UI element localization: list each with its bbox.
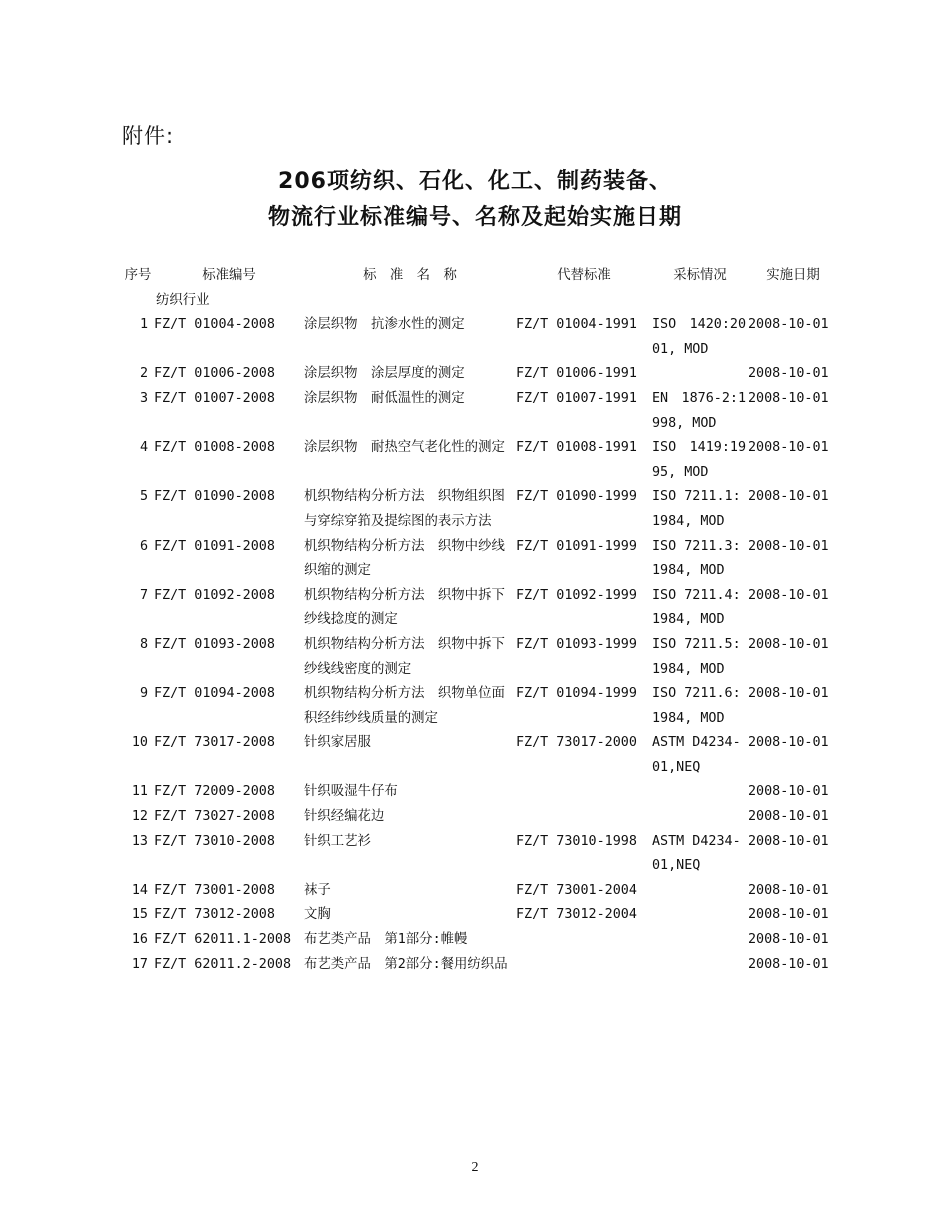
standards-table xyxy=(122,264,838,977)
document-title-line-1: 206项纺织、石化、化工、制药装备、 xyxy=(278,169,672,194)
implementation-date: 2008-10-01 xyxy=(748,390,829,406)
table-row xyxy=(122,879,838,904)
implementation-date: 2008-10-01 xyxy=(748,440,829,456)
implementation-date: 2008-10-01 xyxy=(748,907,829,923)
implementation-date: 2008-10-01 xyxy=(748,366,829,382)
standard-name: 机织物结构分析方法 织物单位面积经纬纱线质量的测定 xyxy=(304,686,505,726)
adoption-status xyxy=(652,780,748,805)
standard-code: FZ/T 73001-2008 xyxy=(154,882,275,898)
implementation-date: 2008-10-01 xyxy=(748,489,829,505)
standard-code: FZ/T 01090-2008 xyxy=(154,489,275,505)
standard-code: FZ/T 01093-2008 xyxy=(154,636,275,652)
standard-code: FZ/T 01004-2008 xyxy=(154,317,275,333)
row-number: 16 xyxy=(131,932,148,948)
row-number: 15 xyxy=(131,907,148,923)
implementation-date: 2008-10-01 xyxy=(748,956,829,972)
standard-code: FZ/T 62011.1-2008 xyxy=(154,932,292,948)
standard-code: FZ/T 01007-2008 xyxy=(154,390,275,406)
standard-name: 机织物结构分析方法 织物中纱线织缩的测定 xyxy=(304,538,505,579)
standard-name: 涂层织物 抗渗水性的测定 xyxy=(304,317,465,333)
adoption-status: ISO 1419:1995, MOD xyxy=(652,440,747,480)
replaced-standard: FZ/T 73001-2004 xyxy=(516,882,637,898)
standard-name: 针织工艺衫 xyxy=(304,833,371,849)
table-row xyxy=(122,362,838,387)
section-row xyxy=(122,289,838,314)
implementation-date: 2008-10-01 xyxy=(748,686,829,702)
row-number: 13 xyxy=(131,833,148,849)
implementation-date: 2008-10-01 xyxy=(748,636,829,652)
replaced-standard: FZ/T 01004-1991 xyxy=(516,317,637,333)
adoption-status xyxy=(652,805,748,830)
replaced-standard: FZ/T 01091-1999 xyxy=(516,538,637,554)
adoption-status: ISO 7211.3:1984, MOD xyxy=(652,538,741,579)
standard-name: 机织物结构分析方法 织物中拆下纱线捻度的测定 xyxy=(304,587,505,628)
adoption-status xyxy=(652,928,748,953)
adoption-status: ASTM D4234-01,NEQ xyxy=(652,833,741,874)
replaced-standard: FZ/T 01090-1999 xyxy=(516,489,637,505)
standard-name: 袜子 xyxy=(304,882,331,898)
table-row xyxy=(122,436,838,485)
adoption-status: ISO 7211.4:1984, MOD xyxy=(652,587,741,628)
page-number: 2 xyxy=(471,1160,479,1175)
replaced-standard: FZ/T 73012-2004 xyxy=(516,907,637,923)
replaced-standard xyxy=(516,780,652,805)
adoption-status xyxy=(652,362,748,387)
standard-name: 涂层织物 涂层厚度的测定 xyxy=(304,366,465,382)
standard-name: 涂层织物 耐热空气老化性的测定 xyxy=(304,440,505,456)
standard-code: FZ/T 73027-2008 xyxy=(154,809,275,825)
implementation-date: 2008-10-01 xyxy=(748,317,829,333)
standard-code: FZ/T 01008-2008 xyxy=(154,440,275,456)
standard-code: FZ/T 73017-2008 xyxy=(154,735,275,751)
table-row xyxy=(122,953,838,978)
replaced-standard: FZ/T 01006-1991 xyxy=(516,366,637,382)
standard-code: FZ/T 01092-2008 xyxy=(154,587,275,603)
row-number: 14 xyxy=(131,882,148,898)
replaced-standard: FZ/T 73010-1998 xyxy=(516,833,637,849)
replaced-standard: FZ/T 01007-1991 xyxy=(516,390,637,406)
replaced-standard: FZ/T 01008-1991 xyxy=(516,440,637,456)
standard-code: FZ/T 62011.2-2008 xyxy=(154,956,292,972)
standard-name: 文胸 xyxy=(304,907,331,923)
standard-code: FZ/T 72009-2008 xyxy=(154,784,275,800)
header-replaces: 代替标准 xyxy=(557,268,611,283)
implementation-date: 2008-10-01 xyxy=(748,809,829,825)
row-number: 9 xyxy=(139,686,148,702)
adoption-status: ISO 7211.6:1984, MOD xyxy=(652,686,741,726)
table-row xyxy=(122,387,838,436)
implementation-date: 2008-10-01 xyxy=(748,882,829,898)
standard-code: FZ/T 01094-2008 xyxy=(154,686,275,702)
header-date: 实施日期 xyxy=(766,268,820,283)
standard-name: 针织经编花边 xyxy=(304,809,385,825)
adoption-status: ISO 7211.5:1984, MOD xyxy=(652,636,741,677)
implementation-date: 2008-10-01 xyxy=(748,932,829,948)
table-row xyxy=(122,584,838,633)
adoption-status: EN 1876-2:1998, MOD xyxy=(652,390,747,431)
section-label: 纺织行业 xyxy=(156,292,210,308)
row-number: 17 xyxy=(131,956,148,972)
replaced-standard: FZ/T 73017-2000 xyxy=(516,735,637,751)
row-number: 4 xyxy=(139,440,148,456)
standard-name: 布艺类产品 第1部分:帷幔 xyxy=(304,932,468,948)
header-adoption: 采标情况 xyxy=(673,268,727,283)
row-number: 2 xyxy=(139,366,148,382)
table-row xyxy=(122,731,838,780)
row-number: 12 xyxy=(131,809,148,825)
table-row xyxy=(122,780,838,805)
header-no: 序号 xyxy=(124,268,152,283)
row-number: 10 xyxy=(131,735,148,751)
row-number: 7 xyxy=(139,587,148,603)
table-row xyxy=(122,633,838,682)
replaced-standard: FZ/T 01093-1999 xyxy=(516,636,637,652)
standard-code: FZ/T 01006-2008 xyxy=(154,366,275,382)
implementation-date: 2008-10-01 xyxy=(748,538,829,554)
row-number: 5 xyxy=(139,489,148,505)
standard-name: 针织吸湿牛仔布 xyxy=(304,784,398,800)
row-number: 3 xyxy=(139,390,148,406)
attachment-label: 附件: xyxy=(122,124,175,148)
table-row xyxy=(122,313,838,362)
row-number: 8 xyxy=(139,636,148,652)
standard-code: FZ/T 73012-2008 xyxy=(154,907,275,923)
standard-name: 机织物结构分析方法 织物组织图与穿综穿筘及提综图的表示方法 xyxy=(304,489,505,529)
standard-code: FZ/T 01091-2008 xyxy=(154,538,275,554)
row-number: 11 xyxy=(131,784,148,800)
adoption-status xyxy=(652,903,748,928)
adoption-status: ISO 7211.1:1984, MOD xyxy=(652,489,741,529)
replaced-standard: FZ/T 01094-1999 xyxy=(516,686,637,702)
table-header-row xyxy=(122,264,838,289)
replaced-standard xyxy=(516,805,652,830)
table-row xyxy=(122,928,838,953)
table-row xyxy=(122,535,838,584)
standard-name: 针织家居服 xyxy=(304,735,371,751)
adoption-status: ISO 1420:2001, MOD xyxy=(652,317,747,357)
table-row xyxy=(122,485,838,534)
document-title-line-2: 物流行业标准编号、名称及起始实施日期 xyxy=(267,205,682,230)
standard-name: 机织物结构分析方法 织物中拆下纱线线密度的测定 xyxy=(304,636,505,677)
implementation-date: 2008-10-01 xyxy=(748,833,829,849)
standard-name: 布艺类产品 第2部分:餐用纺织品 xyxy=(304,956,508,972)
implementation-date: 2008-10-01 xyxy=(748,735,829,751)
standard-name: 涂层织物 耐低温性的测定 xyxy=(304,390,465,406)
table-row xyxy=(122,830,838,879)
adoption-status: ASTM D4234-01,NEQ xyxy=(652,735,741,775)
replaced-standard xyxy=(516,928,652,953)
table-row xyxy=(122,682,838,731)
row-number: 1 xyxy=(139,317,148,333)
replaced-standard xyxy=(516,953,652,978)
table-row xyxy=(122,903,838,928)
adoption-status xyxy=(652,879,748,904)
adoption-status xyxy=(652,953,748,978)
implementation-date: 2008-10-01 xyxy=(748,587,829,603)
standard-code: FZ/T 73010-2008 xyxy=(154,833,275,849)
row-number: 6 xyxy=(139,538,148,554)
header-name: 标 准 名 称 xyxy=(363,268,457,283)
table-row xyxy=(122,805,838,830)
replaced-standard: FZ/T 01092-1999 xyxy=(516,587,637,603)
implementation-date: 2008-10-01 xyxy=(748,784,829,800)
header-code: 标准编号 xyxy=(202,268,256,283)
